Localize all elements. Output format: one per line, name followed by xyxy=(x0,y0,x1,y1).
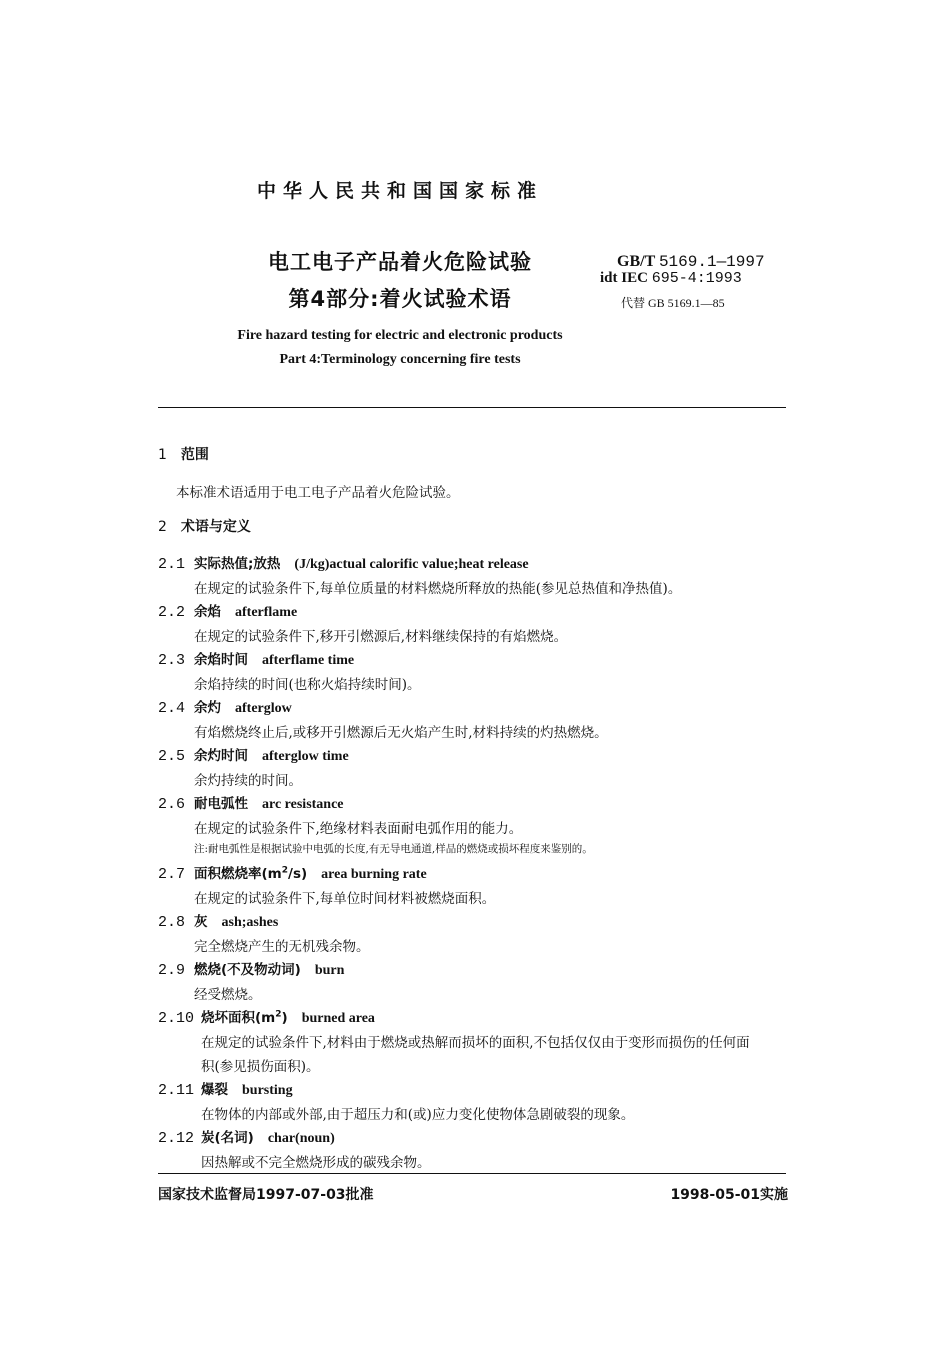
term-2-3-definition: 余焰持续的时间(也称火焰持续时间)。 xyxy=(194,677,421,693)
standard-prefix: GB/T xyxy=(617,253,655,270)
term-en: afterglow xyxy=(235,701,292,716)
term-2-9-definition: 经受燃烧。 xyxy=(194,987,262,1003)
standard-number xyxy=(617,253,765,271)
term-2-11 xyxy=(158,1078,293,1099)
term-en: arc resistance xyxy=(262,797,344,812)
term-en: ash;ashes xyxy=(221,915,279,930)
term-en: afterglow time xyxy=(262,749,349,764)
term-2-11-definition: 在物体的内部或外部,由于超压力和(或)应力变化使物体急剧破裂的现象。 xyxy=(201,1107,635,1123)
term-2-4 xyxy=(158,696,292,717)
term-cn: 灰 xyxy=(194,914,208,930)
term-en: afterflame time xyxy=(262,653,355,668)
term-2-10-definition: 在规定的试验条件下,材料由于燃烧或热解而损坏的面积,不包括仅仅由于变形而损伤的任何面 xyxy=(201,1035,750,1051)
term-cn: 余灼时间 xyxy=(194,748,248,764)
term-2-6-definition: 在规定的试验条件下,绝缘材料表面耐电弧作用的能力。 xyxy=(194,821,523,837)
header-divider xyxy=(158,407,786,408)
term-2-5-definition: 余灼持续的时间。 xyxy=(194,773,302,789)
idt-prefix: idt IEC xyxy=(600,270,648,286)
term-cn: 余焰 xyxy=(194,604,221,620)
term-2-7-definition: 在规定的试验条件下,每单位时间材料被燃烧面积。 xyxy=(194,891,496,907)
term-en: bursting xyxy=(242,1083,293,1098)
title-cn-line2: 第4部分:着火试验术语 xyxy=(288,287,512,311)
title-en-line1: Fire hazard testing for electric and electronic products xyxy=(237,328,563,343)
term-cn: 面积燃烧率 xyxy=(194,866,262,882)
term-cn: 炭(名词) xyxy=(201,1130,254,1146)
term-cn: 爆裂 xyxy=(201,1082,228,1098)
section-1-heading xyxy=(158,444,209,464)
standard-number-value: 5169.1—1997 xyxy=(658,253,765,271)
term-2-10 xyxy=(158,1006,375,1027)
section-2-heading xyxy=(158,516,251,536)
term-2-9 xyxy=(158,958,344,979)
term-en: char(noun) xyxy=(267,1131,335,1146)
term-2-12 xyxy=(158,1126,335,1147)
term-cn: 耐电弧性 xyxy=(194,796,248,812)
term-2-8 xyxy=(158,910,278,931)
section-1-title: 范围 xyxy=(180,447,209,463)
footer-divider xyxy=(158,1173,786,1174)
term-2-4-definition: 有焰燃烧终止后,或移开引燃源后无火焰产生时,材料持续的灼热燃烧。 xyxy=(194,725,608,741)
term-2-8-definition: 完全燃烧产生的无机残余物。 xyxy=(194,939,370,955)
section-2-number: 2 xyxy=(158,519,167,535)
term-cn: 燃烧(不及物动词) xyxy=(194,962,301,978)
effective-date: 1998-05-01实施 xyxy=(670,1187,788,1203)
term-number: 2.4 xyxy=(158,700,186,717)
term-2-1 xyxy=(158,552,529,573)
term-en: burn xyxy=(314,963,345,978)
term-2-6-note: 注:耐电弧性是根据试验中电弧的长度,有无导电通道,样品的燃烧或损坏程度来鉴别的。 xyxy=(194,843,593,855)
term-number: 2.8 xyxy=(158,914,186,931)
national-standard-heading: 中华人民共和国国家标准 xyxy=(256,180,543,202)
term-unit: $(m^2)$ xyxy=(255,1009,288,1026)
term-en: area burning rate xyxy=(321,867,427,882)
term-number: 2.3 xyxy=(158,652,186,669)
term-2-2-definition: 在规定的试验条件下,移开引燃源后,材料继续保持的有焰燃烧。 xyxy=(194,629,568,645)
term-2-3 xyxy=(158,648,354,669)
term-number: 2.2 xyxy=(158,604,186,621)
title-en-line2: Part 4:Terminology concerning fire tests xyxy=(279,352,521,367)
term-number: 2.12 xyxy=(158,1130,195,1147)
term-cn: 余灼 xyxy=(194,700,221,716)
term-cn: 余焰时间 xyxy=(194,652,248,668)
title-cn-line1: 电工电子产品着火危险试验 xyxy=(268,250,532,274)
term-number: 2.5 xyxy=(158,748,186,765)
term-2-2 xyxy=(158,600,297,621)
section-2-title: 术语与定义 xyxy=(180,519,251,535)
term-unit: $(m^2/s)$ xyxy=(261,865,308,882)
term-cn: 烧坏面积 xyxy=(201,1010,255,1026)
term-number: 2.10 xyxy=(158,1010,195,1027)
term-en: afterflame xyxy=(235,605,298,620)
term-number: 2.1 xyxy=(158,556,186,573)
replaces-reference: 代替 GB 5169.1—85 xyxy=(621,296,725,310)
term-number: 2.9 xyxy=(158,962,186,979)
term-en: (J/kg)actual calorific value;heat release xyxy=(294,557,529,572)
term-2-10-definition-cont: 积(参见损伤面积)。 xyxy=(201,1059,320,1075)
term-cn: 实际热值;放热 xyxy=(194,556,281,572)
section-1-number: 1 xyxy=(158,447,167,463)
approval-date: 国家技术监督局1997-07-03批准 xyxy=(158,1187,374,1203)
term-en: burned area xyxy=(301,1011,375,1026)
term-2-5 xyxy=(158,744,349,765)
term-2-6 xyxy=(158,792,344,813)
term-number: 2.7 xyxy=(158,866,186,883)
term-2-12-definition: 因热解或不完全燃烧形成的碳残余物。 xyxy=(201,1155,431,1171)
term-2-7 xyxy=(158,862,427,883)
idt-reference xyxy=(600,270,742,287)
section-1-text: 本标准术语适用于电工电子产品着火危险试验。 xyxy=(176,485,460,501)
idt-number: 695-4:1993 xyxy=(651,270,742,287)
term-number: 2.11 xyxy=(158,1082,195,1099)
term-number: 2.6 xyxy=(158,796,186,813)
term-2-1-definition: 在规定的试验条件下,每单位质量的材料燃烧所释放的热能(参见总热值和净热值)。 xyxy=(194,581,682,597)
